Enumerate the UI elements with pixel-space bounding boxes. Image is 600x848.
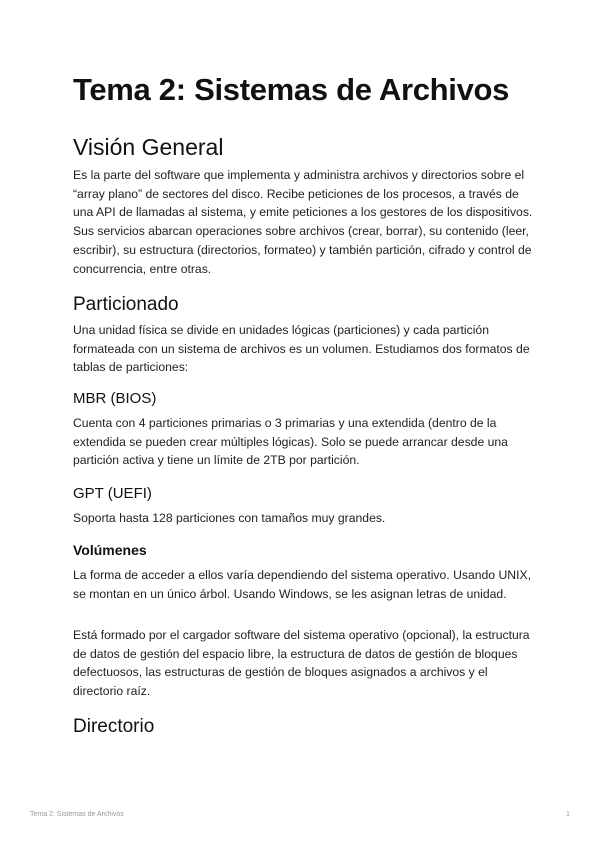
document-title: Tema 2: Sistemas de Archivos bbox=[73, 72, 510, 107]
paragraph-vision-general: Es la parte del software que implementa y administra archivos y directorios sobre el “array plano” de sectores del disco. Recibe peticiones de los procesos, a través de una API de llamadas al sistema, y emite peticiones a los gestores de los dispositivos. Sus servicios abarcan operaciones sobre archivos (crear, borrar), su contenido (leer, escribir), su estructura (directorios, formateo) y también partición, cifrado y control de concurrencia, entre otras. bbox=[73, 168, 533, 276]
paragraph-particionado: Una unidad física se divide en unidades lógicas (particiones) y cada partición formateada con un sistema de archivos es un volumen. Estudiamos dos formatos de tablas de particiones: bbox=[73, 323, 530, 375]
subsection-heading-mbr: MBR (BIOS) bbox=[73, 390, 157, 407]
paragraph-mbr: Cuenta con 4 particiones primarias o 3 primarias y una extendida (dentro de la extendida se pueden crear múltiples lógicas). Solo se puede arrancar desde una partición activa y tiene un límite de 2TB por partición. bbox=[73, 416, 508, 468]
section-heading-directorio: Directorio bbox=[73, 716, 155, 737]
paragraph-volumenes-1: La forma de acceder a ellos varía dependiendo del sistema operativo. Usando UNIX, se montan en un único árbol. Usando Windows, se les asignan letras de unidad. bbox=[73, 568, 531, 601]
footer-page-number: 1 bbox=[566, 811, 570, 818]
subsection-heading-gpt: GPT (UEFI) bbox=[73, 485, 152, 502]
section-heading-particionado: Particionado bbox=[73, 294, 179, 315]
section-heading-vision-general: Visión General bbox=[73, 134, 224, 160]
subsection-heading-volumenes: Volúmenes bbox=[73, 542, 147, 558]
footer-document-title: Tema 2: Sistemas de Archivos bbox=[30, 811, 124, 818]
paragraph-volumenes-2: Está formado por el cargador software del sistema operativo (opcional), la estructura de datos de gestión del espacio libre, la estructura de datos de gestión de bloques defectuosos, las estructuras de gestión de bloques asignados a archivos y el directorio raíz. bbox=[73, 628, 530, 699]
paragraph-gpt: Soporta hasta 128 particiones con tamaños muy grandes. bbox=[73, 511, 386, 525]
